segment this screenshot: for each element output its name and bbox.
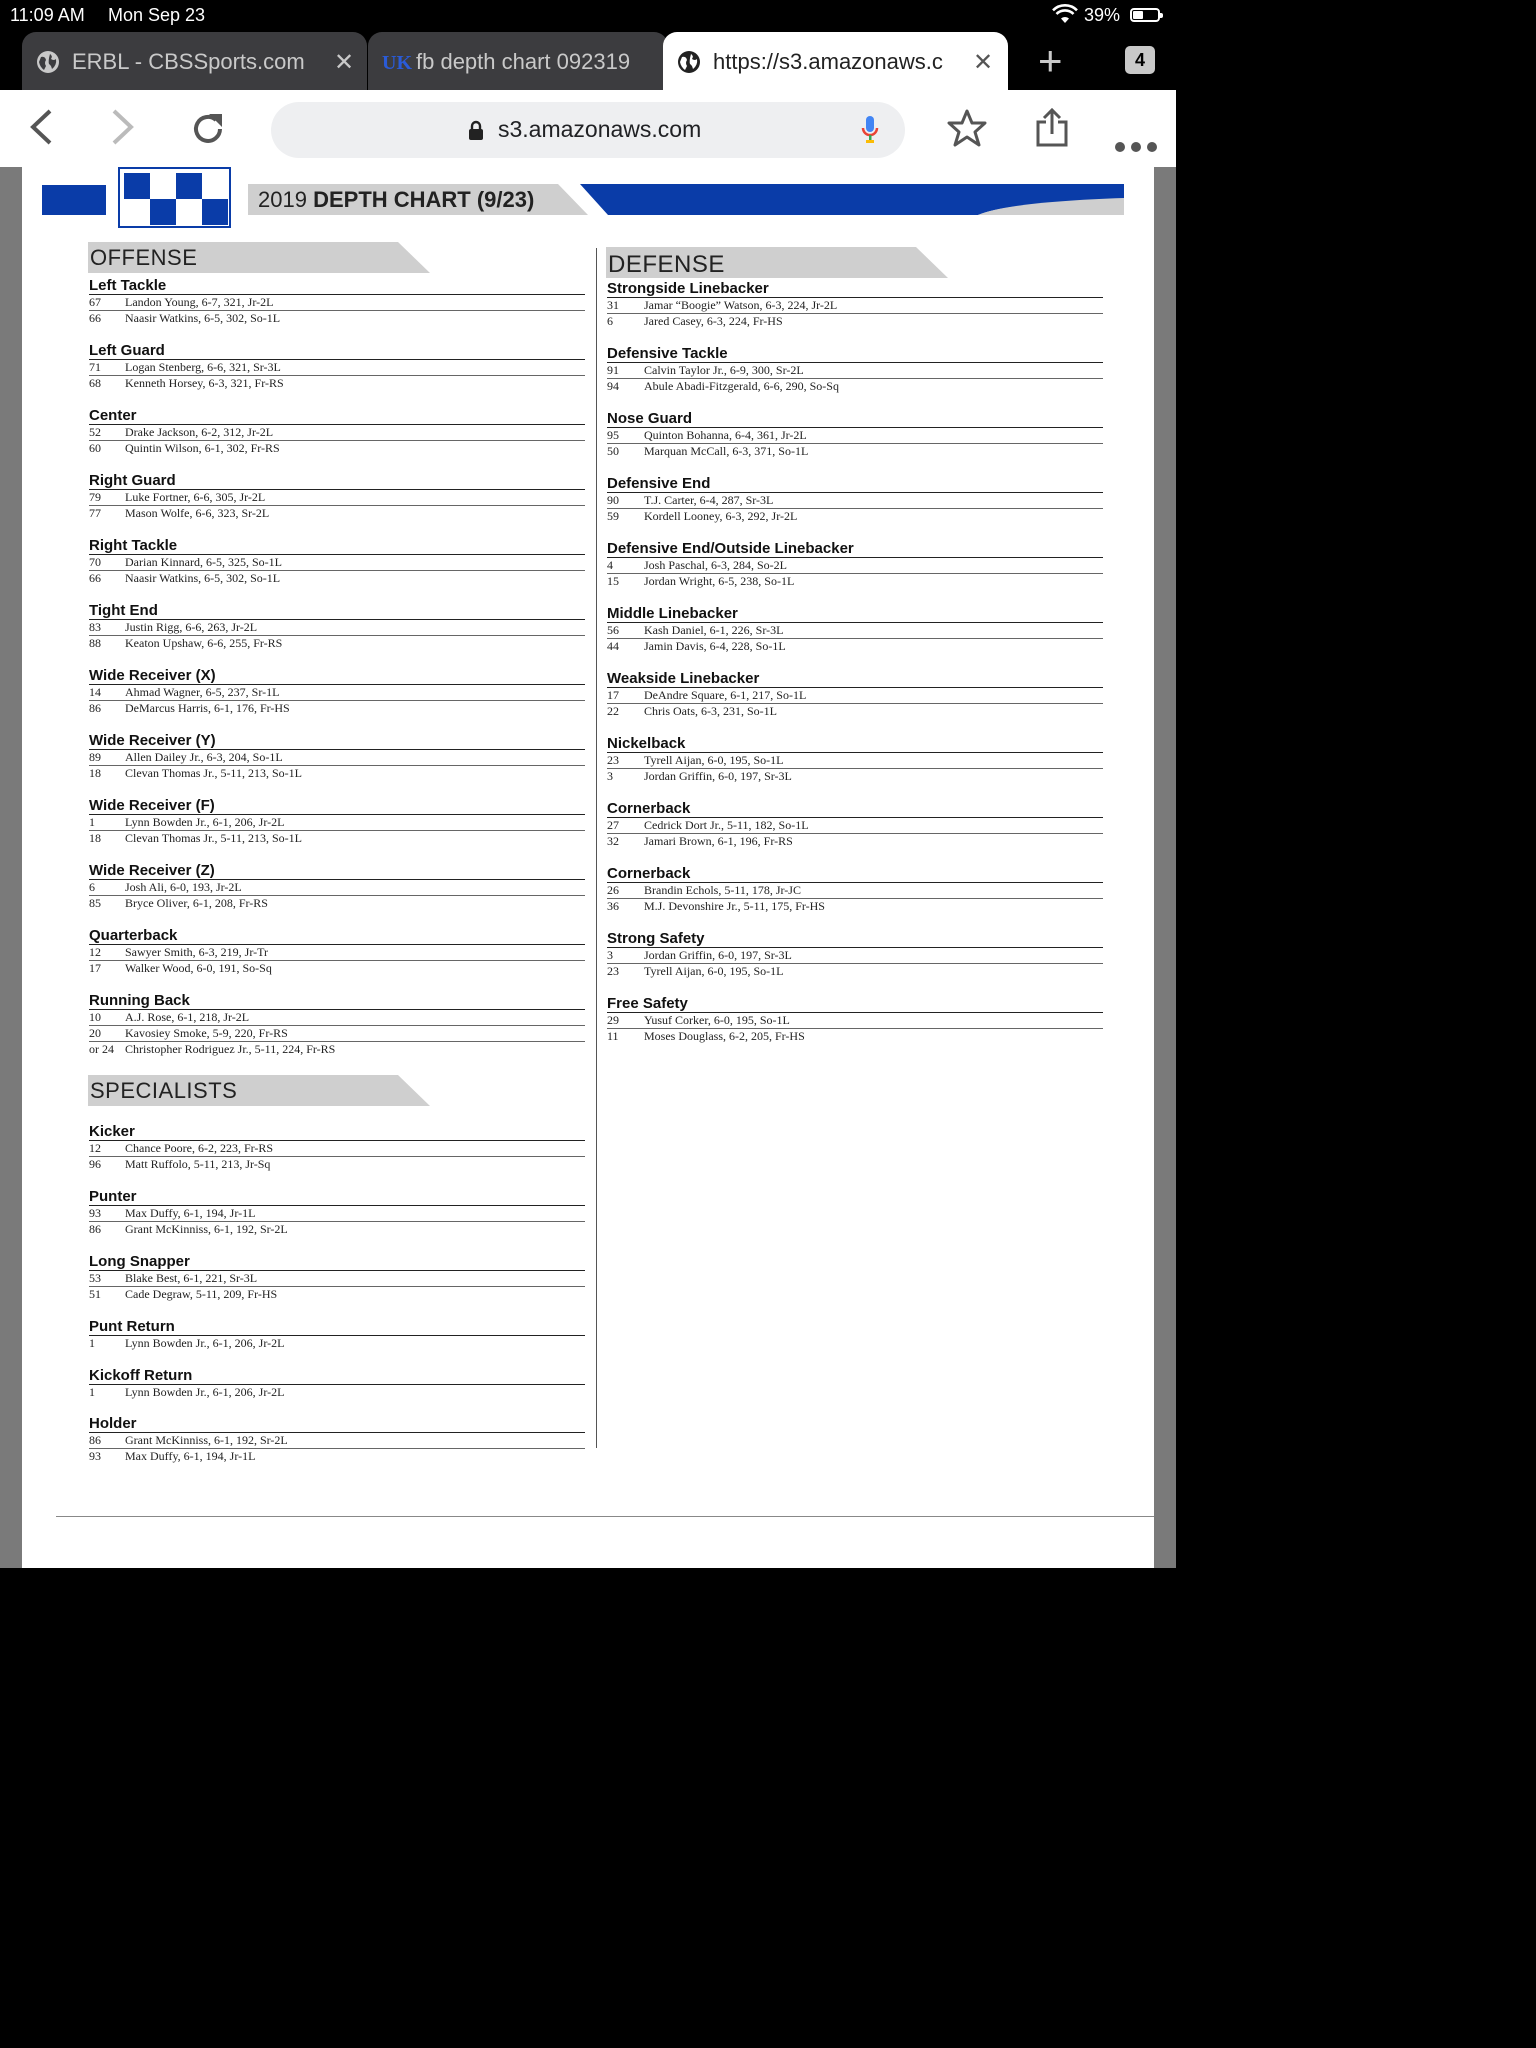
player-row [607, 558, 1103, 574]
tab-title: fb depth chart 092319 [416, 49, 631, 74]
player-row [89, 1026, 585, 1042]
share-icon[interactable] [1034, 108, 1070, 155]
jersey-number: 3 [607, 948, 613, 962]
column-divider [596, 248, 597, 1448]
player-info: Jordan Griffin, 6-0, 197, Sr-3L [644, 769, 792, 783]
position-title: Wide Receiver (F) [89, 797, 585, 815]
position-title: Defensive Tackle [607, 345, 1103, 363]
position-title: Defensive End [607, 475, 1103, 493]
player-info: Walker Wood, 6-0, 191, So-Sq [125, 961, 272, 975]
jersey-number: 27 [607, 818, 619, 832]
status-date: Mon Sep 23 [108, 5, 206, 25]
position-title: Wide Receiver (Y) [89, 732, 585, 750]
jersey-number: 88 [89, 636, 101, 650]
jersey-number: 60 [89, 441, 101, 455]
player-row [607, 688, 1103, 704]
jersey-number: 20 [89, 1026, 101, 1040]
player-row [89, 880, 585, 896]
position-title: Wide Receiver (Z) [89, 862, 585, 880]
player-info: A.J. Rose, 6-1, 218, Jr-2L [125, 1010, 250, 1024]
jersey-number: 95 [607, 428, 619, 442]
mic-icon[interactable] [861, 115, 879, 150]
position-block [89, 862, 585, 911]
position-title: Quarterback [89, 927, 585, 945]
jersey-number: 44 [607, 639, 619, 653]
position-title: Middle Linebacker [607, 605, 1103, 623]
checkered-logo [118, 167, 231, 228]
jersey-number: 86 [89, 1222, 101, 1236]
player-info: Sawyer Smith, 6-3, 219, Jr-Tr [125, 945, 268, 959]
tab-title: ERBL - CBSSports.com [72, 49, 305, 74]
new-tab-button[interactable]: + [1038, 37, 1063, 84]
jersey-number: 1 [89, 1336, 95, 1350]
back-icon[interactable] [28, 108, 54, 153]
tab-s3-active[interactable] [663, 32, 1008, 90]
player-info: Bryce Oliver, 6-1, 208, Fr-RS [125, 896, 268, 910]
player-row [89, 1449, 585, 1464]
jersey-number: 86 [89, 1433, 101, 1447]
jersey-number: 14 [89, 685, 101, 699]
player-info: Drake Jackson, 6-2, 312, Jr-2L [125, 425, 274, 439]
position-block [607, 605, 1103, 654]
player-row [89, 750, 585, 766]
position-block [89, 1253, 585, 1302]
player-info: Josh Ali, 6-0, 193, Jr-2L [125, 880, 242, 894]
player-info: Mason Wolfe, 6-6, 323, Sr-2L [125, 506, 270, 520]
jersey-number: 17 [607, 688, 619, 702]
tab-erbl[interactable] [22, 32, 367, 90]
player-info: Grant McKinniss, 6-1, 192, Sr-2L [125, 1222, 288, 1236]
player-row [607, 428, 1103, 444]
player-row [89, 685, 585, 701]
header-blue-bar [42, 185, 106, 215]
position-title: Long Snapper [89, 1253, 585, 1271]
jersey-number: 18 [89, 766, 101, 780]
player-info: Brandin Echols, 5-11, 178, Jr-JC [644, 883, 801, 897]
position-block [89, 407, 585, 456]
tab-depth-chart[interactable] [368, 32, 668, 90]
player-row [89, 1157, 585, 1172]
player-info: M.J. Devonshire Jr., 5-11, 175, Fr-HS [644, 899, 825, 913]
offense-header-text: OFFENSE [90, 245, 198, 270]
jersey-number: 26 [607, 883, 619, 897]
position-title: Center [89, 407, 585, 425]
position-block [607, 475, 1103, 524]
position-block [607, 540, 1103, 589]
close-icon[interactable]: ✕ [973, 49, 994, 76]
position-block [89, 992, 585, 1057]
position-title: Running Back [89, 992, 585, 1010]
player-row [89, 620, 585, 636]
player-row [89, 425, 585, 441]
position-block [607, 800, 1103, 849]
player-row [89, 1287, 585, 1302]
player-row [89, 506, 585, 521]
position-title: Holder [89, 1415, 585, 1433]
position-title: Free Safety [607, 995, 1103, 1013]
player-row [607, 314, 1103, 329]
player-row [89, 490, 585, 506]
jersey-number: 77 [89, 506, 101, 520]
jersey-number: 79 [89, 490, 101, 504]
tab-count-button[interactable]: 4 [1125, 46, 1155, 74]
player-row [89, 1141, 585, 1157]
position-title: Wide Receiver (X) [89, 667, 585, 685]
player-info: Christopher Rodriguez Jr., 5-11, 224, Fr-RS [125, 1042, 336, 1056]
title-main: DEPTH CHART (9/23) [313, 187, 535, 212]
player-info: Lynn Bowden Jr., 6-1, 206, Jr-2L [125, 815, 285, 829]
player-info: DeAndre Square, 6-1, 217, So-1L [644, 688, 807, 702]
position-block [89, 1367, 585, 1400]
jersey-number: 12 [89, 1141, 101, 1155]
position-title: Kicker [89, 1123, 585, 1141]
jersey-number: 59 [607, 509, 619, 523]
jersey-number: 91 [607, 363, 619, 377]
jersey-number: 67 [89, 295, 101, 309]
position-block [89, 1415, 585, 1464]
player-info: Keaton Upshaw, 6-6, 255, Fr-RS [125, 636, 283, 650]
player-row [89, 766, 585, 781]
battery-icon [1130, 8, 1160, 22]
jersey-number: 70 [89, 555, 101, 569]
player-row [607, 444, 1103, 459]
player-info: Lynn Bowden Jr., 6-1, 206, Jr-2L [125, 1336, 285, 1350]
jersey-number: 29 [607, 1013, 619, 1027]
player-info: Naasir Watkins, 6-5, 302, So-1L [125, 311, 281, 325]
jersey-number: 71 [89, 360, 101, 374]
player-row [607, 883, 1103, 899]
position-block [89, 667, 585, 716]
jersey-number: 96 [89, 1157, 101, 1171]
jersey-number: 53 [89, 1271, 101, 1285]
player-row [89, 831, 585, 846]
jersey-number: 68 [89, 376, 101, 390]
player-info: DeMarcus Harris, 6-1, 176, Fr-HS [125, 701, 290, 715]
player-info: Max Duffy, 6-1, 194, Jr-1L [125, 1449, 256, 1463]
title-year: 2019 [258, 187, 307, 212]
player-row [89, 571, 585, 586]
position-title: Weakside Linebacker [607, 670, 1103, 688]
jersey-number: 94 [607, 379, 619, 393]
status-time: 11:09 AM [10, 5, 85, 25]
player-info: Logan Stenberg, 6-6, 321, Sr-3L [125, 360, 281, 374]
tab-strip [0, 32, 1176, 90]
position-title: Left Tackle [89, 277, 585, 295]
player-row [607, 639, 1103, 654]
position-block [607, 280, 1103, 329]
player-info: T.J. Carter, 6-4, 287, Sr-3L [644, 493, 774, 507]
jersey-number: 50 [607, 444, 619, 458]
player-info: Abule Abadi-Fitzgerald, 6-6, 290, So-Sq [644, 379, 839, 393]
player-info: Max Duffy, 6-1, 194, Jr-1L [125, 1206, 256, 1220]
position-block [89, 602, 585, 651]
defense-header-text: DEFENSE [608, 251, 725, 278]
forward-icon[interactable] [110, 108, 136, 153]
player-row [607, 704, 1103, 719]
player-row [89, 701, 585, 716]
position-title: Punter [89, 1188, 585, 1206]
jersey-number: 17 [89, 961, 101, 975]
uk-logo-icon [382, 50, 412, 74]
player-info: Tyrell Aijan, 6-0, 195, So-1L [644, 753, 784, 767]
player-row [607, 818, 1103, 834]
position-title: Nose Guard [607, 410, 1103, 428]
player-info: Luke Fortner, 6-6, 305, Jr-2L [125, 490, 266, 504]
player-row [607, 379, 1103, 394]
close-icon[interactable]: ✕ [334, 49, 355, 76]
position-title: Strong Safety [607, 930, 1103, 948]
position-title: Cornerback [607, 865, 1103, 883]
position-title: Punt Return [89, 1318, 585, 1336]
player-row [89, 311, 585, 326]
player-row [607, 1013, 1103, 1029]
player-row [607, 623, 1103, 639]
jersey-number: 23 [607, 753, 619, 767]
position-block [89, 1123, 585, 1172]
player-row [89, 1222, 585, 1237]
player-info: Yusuf Corker, 6-0, 195, So-1L [644, 1013, 790, 1027]
position-block [607, 345, 1103, 394]
jersey-number: 56 [607, 623, 619, 637]
position-block [607, 670, 1103, 719]
jersey-number: 4 [607, 558, 613, 572]
more-menu-icon[interactable] [1114, 122, 1158, 160]
jersey-number: 31 [607, 298, 619, 312]
player-info: Ahmad Wagner, 6-5, 237, Sr-1L [125, 685, 280, 699]
position-block [89, 277, 585, 326]
player-row [607, 769, 1103, 784]
player-row [607, 574, 1103, 589]
jersey-number: 1 [89, 1385, 95, 1399]
position-title: Cornerback [607, 800, 1103, 818]
player-row [607, 834, 1103, 849]
player-row [607, 1029, 1103, 1044]
jersey-number: 23 [607, 964, 619, 978]
player-info: Jared Casey, 6-3, 224, Fr-HS [644, 314, 783, 328]
jersey-number: 3 [607, 769, 613, 783]
url-text: s3.amazonaws.com [498, 116, 702, 142]
position-block [607, 865, 1103, 914]
player-info: Tyrell Aijan, 6-0, 195, So-1L [644, 964, 784, 978]
position-block [607, 410, 1103, 459]
player-info: Jordan Wright, 6-5, 238, So-1L [644, 574, 795, 588]
position-block [607, 930, 1103, 979]
player-info: Jamin Davis, 6-4, 228, So-1L [644, 639, 786, 653]
player-info: Clevan Thomas Jr., 5-11, 213, So-1L [125, 831, 302, 845]
position-block [89, 1188, 585, 1237]
position-title: Strongside Linebacker [607, 280, 1103, 298]
specialists-header-text: SPECIALISTS [90, 1078, 238, 1103]
jersey-number: 93 [89, 1449, 101, 1463]
jersey-number: 90 [607, 493, 619, 507]
position-block [89, 732, 585, 781]
position-title: Left Guard [89, 342, 585, 360]
position-title: Right Tackle [89, 537, 585, 555]
player-row [607, 948, 1103, 964]
player-info: Jamar “Boogie” Watson, 6-3, 224, Jr-2L [644, 298, 838, 312]
position-block [607, 995, 1103, 1044]
jersey-number: 1 [89, 815, 95, 829]
position-block [89, 537, 585, 586]
player-info: Quintin Wilson, 6-1, 302, Fr-RS [125, 441, 280, 455]
player-row [607, 753, 1103, 769]
wifi-icon [1052, 6, 1078, 29]
player-info: Cade Degraw, 5-11, 209, Fr-HS [125, 1287, 278, 1301]
player-row [607, 899, 1103, 914]
position-title: Nickelback [607, 735, 1103, 753]
player-info: Kordell Looney, 6-3, 292, Jr-2L [644, 509, 798, 523]
globe-icon [36, 50, 60, 74]
player-row [89, 1336, 585, 1351]
position-block [89, 797, 585, 846]
player-row [89, 1385, 585, 1400]
player-row [89, 1433, 585, 1449]
jersey-number: 66 [89, 311, 101, 325]
jersey-number: 52 [89, 425, 101, 439]
player-info: Jordan Griffin, 6-0, 197, Sr-3L [644, 948, 792, 962]
jersey-number: 85 [89, 896, 101, 910]
footer-rule [56, 1516, 1154, 1517]
browser-toolbar [0, 90, 1176, 168]
player-row [89, 961, 585, 976]
player-info: Blake Best, 6-1, 221, Sr-3L [125, 1271, 258, 1285]
position-title: Tight End [89, 602, 585, 620]
position-title: Defensive End/Outside Linebacker [607, 540, 1103, 558]
battery-percent: 39% [1084, 5, 1121, 25]
jersey-number: 15 [607, 574, 619, 588]
player-info: Marquan McCall, 6-3, 371, So-1L [644, 444, 809, 458]
player-info: Allen Dailey Jr., 6-3, 204, So-1L [125, 750, 283, 764]
player-row [89, 1010, 585, 1026]
player-info: Josh Paschal, 6-3, 284, So-2L [644, 558, 787, 572]
player-row [89, 360, 585, 376]
jersey-number: 22 [607, 704, 619, 718]
player-info: Kenneth Horsey, 6-3, 321, Fr-RS [125, 376, 284, 390]
player-row [89, 441, 585, 456]
bookmark-star-icon[interactable] [946, 108, 988, 155]
player-info: Matt Ruffolo, 5-11, 213, Jr-Sq [125, 1157, 271, 1171]
player-row [607, 493, 1103, 509]
player-row [89, 555, 585, 571]
player-row [607, 964, 1103, 979]
jersey-number: 86 [89, 701, 101, 715]
player-info: Quinton Bohanna, 6-4, 361, Jr-2L [644, 428, 807, 442]
svg-text:UK: UK [382, 52, 412, 74]
player-info: Chance Poore, 6-2, 223, Fr-RS [125, 1141, 274, 1155]
player-row [89, 1042, 585, 1057]
address-bar[interactable] [271, 102, 905, 158]
player-info: Landon Young, 6-7, 321, Jr-2L [125, 295, 274, 309]
page-title [258, 187, 534, 213]
jersey-number: 11 [607, 1029, 619, 1043]
jersey-number: 36 [607, 899, 619, 913]
player-info: Clevan Thomas Jr., 5-11, 213, So-1L [125, 766, 302, 780]
player-info: Kavosiey Smoke, 5-9, 220, Fr-RS [125, 1026, 288, 1040]
player-info: Jamari Brown, 6-1, 196, Fr-RS [644, 834, 793, 848]
position-block [89, 472, 585, 521]
player-info: Justin Rigg, 6-6, 263, Jr-2L [125, 620, 258, 634]
position-title: Kickoff Return [89, 1367, 585, 1385]
jersey-number: 89 [89, 750, 101, 764]
player-row [607, 363, 1103, 379]
jersey-number: 10 [89, 1010, 101, 1024]
player-info: Calvin Taylor Jr., 6-9, 300, Sr-2L [644, 363, 804, 377]
jersey-number: 6 [607, 314, 613, 328]
jersey-number: 32 [607, 834, 619, 848]
jersey-number: 51 [89, 1287, 101, 1301]
player-row [89, 896, 585, 911]
player-row [607, 509, 1103, 524]
position-title: Right Guard [89, 472, 585, 490]
position-block [89, 1318, 585, 1351]
position-block [89, 342, 585, 391]
player-info: Chris Oats, 6-3, 231, So-1L [644, 704, 777, 718]
tab-title: https://s3.amazonaws.c [713, 49, 943, 74]
player-row [89, 636, 585, 651]
jersey-number: 18 [89, 831, 101, 845]
jersey-number: or 24 [89, 1042, 114, 1056]
jersey-number: 93 [89, 1206, 101, 1220]
position-block [607, 735, 1103, 784]
status-bar [0, 0, 1176, 32]
player-row [89, 295, 585, 311]
jersey-number: 66 [89, 571, 101, 585]
globe-icon [677, 50, 701, 74]
player-row [89, 945, 585, 961]
player-info: Kash Daniel, 6-1, 226, Sr-3L [644, 623, 784, 637]
player-info: Moses Douglass, 6-2, 205, Fr-HS [644, 1029, 805, 1043]
player-row [89, 1271, 585, 1287]
header-stripe [578, 184, 1124, 221]
player-row [607, 298, 1103, 314]
player-row [89, 815, 585, 831]
player-info: Naasir Watkins, 6-5, 302, So-1L [125, 571, 281, 585]
reload-icon[interactable] [189, 110, 227, 155]
jersey-number: 6 [89, 880, 95, 894]
player-info: Grant McKinniss, 6-1, 192, Sr-2L [125, 1433, 288, 1447]
player-info: Cedrick Dort Jr., 5-11, 182, So-1L [644, 818, 809, 832]
jersey-number: 83 [89, 620, 101, 634]
lock-icon [468, 120, 484, 140]
player-row [89, 376, 585, 391]
position-block [89, 927, 585, 976]
player-info: Lynn Bowden Jr., 6-1, 206, Jr-2L [125, 1385, 285, 1399]
player-info: Darian Kinnard, 6-5, 325, So-1L [125, 555, 282, 569]
player-row [89, 1206, 585, 1222]
jersey-number: 12 [89, 945, 101, 959]
